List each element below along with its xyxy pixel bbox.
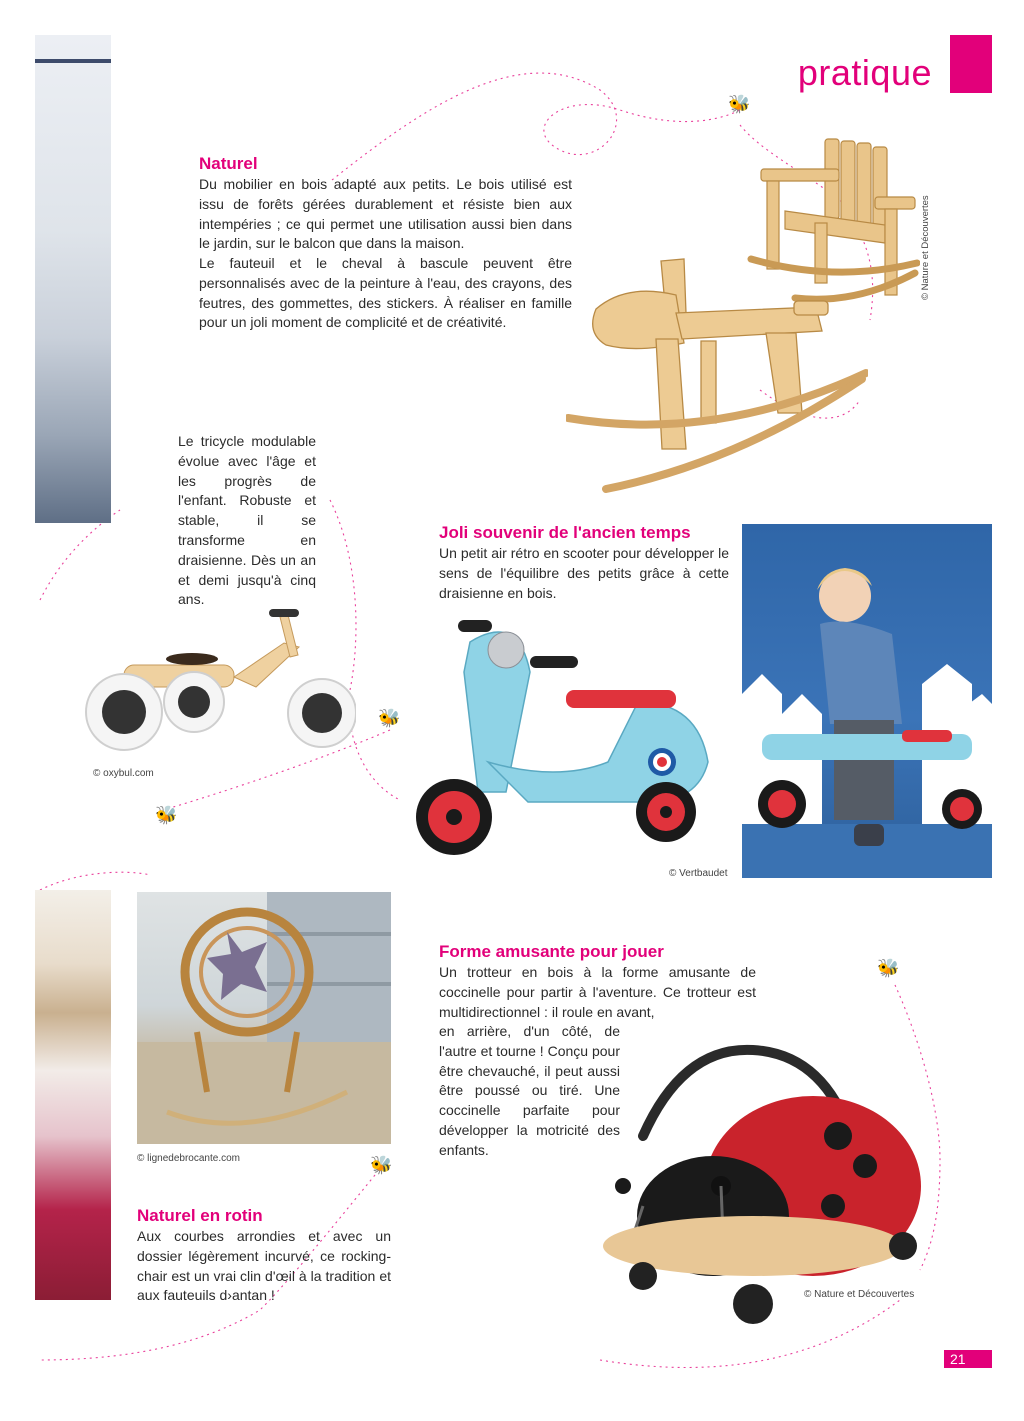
rotin-title: Naturel en rotin <box>137 1206 263 1225</box>
scooter-balance-bike-image <box>408 612 728 860</box>
forme-body-full: Un trotteur en bois à la forme amusante de coccinelle pour partir à l'aventure. Ce trotteur est multidirectionnel : il roule en avant, <box>439 964 756 1020</box>
boy-on-scooter-photo <box>742 524 992 878</box>
tricycle-credit: © oxybul.com <box>93 768 154 779</box>
section-title: pratique <box>797 52 932 93</box>
forme-credit: © Nature et Découvertes <box>804 1289 915 1300</box>
section-color-block <box>950 35 992 93</box>
naturel-title: Naturel <box>199 154 258 173</box>
photo-edge-bedroom-top <box>35 35 111 523</box>
naturel-credit: © Nature et Découvertes <box>920 195 931 300</box>
photo-edge-bedroom-bottom <box>35 890 111 1300</box>
wooden-tricycle-image <box>84 607 356 759</box>
bee-icon: 🐝 <box>728 94 751 114</box>
naturel-body-2: Le fauteuil et le cheval à bascule peuvent être personnalisés avec de la peinture à l'eau, des crayons, des feutres, des gommettes, des stickers. À réaliser en famille pour un joli moment de complicité et de créativité. <box>199 255 572 331</box>
souvenir-credit: © Vertbaudet <box>669 868 728 879</box>
bee-icon: 🐝 <box>155 805 178 825</box>
rotin-body: Aux courbes arrondies et avec un dossier légèrement incurvé, ce rocking-chair est un vrai clin d'œil à la tradition et aux fauteuils d›antan ! <box>137 1228 391 1304</box>
bee-icon: 🐝 <box>378 708 401 728</box>
forme-body-narrow: en arrière, d'un côté, de l'autre et tourne ! Conçu pour être chevauché, il peut aussi être poussé ou tiré. Une coccinelle parfaite pour développer la motricité des enfants. <box>439 1023 620 1158</box>
forme-title: Forme amusante pour jouer <box>439 942 664 961</box>
wooden-rocking-horse-image <box>566 253 868 495</box>
naturel-body-1: Du mobilier en bois adapté aux petits. Le bois utilisé est issu de forêts gérées durablement et résiste bien aux intempéries ; ce qui permet une utilisation aussi bien dans le jardin, sur le balcon que dans la maison. <box>199 176 572 252</box>
rotin-credit: © lignedebrocante.com <box>137 1153 240 1164</box>
bee-icon: 🐝 <box>877 958 900 978</box>
ladybug-ride-on-image <box>603 1036 925 1330</box>
souvenir-title: Joli souvenir de l'ancien temps <box>439 523 691 542</box>
page-number: 21 <box>950 1351 966 1367</box>
bee-icon: 🐝 <box>370 1155 393 1175</box>
tricycle-body: Le tricycle modulable évolue avec l'âge et les progrès de l'enfant. Robuste et stable, il se transforme en draisienne. Dès un an et demi jusqu'à cinq ans. <box>178 433 316 608</box>
souvenir-body: Un petit air rétro en scooter pour développer le sens de l'équilibre des petits grâce à cette draisienne en bois. <box>439 545 729 601</box>
rattan-rocking-chair-photo <box>137 892 391 1144</box>
